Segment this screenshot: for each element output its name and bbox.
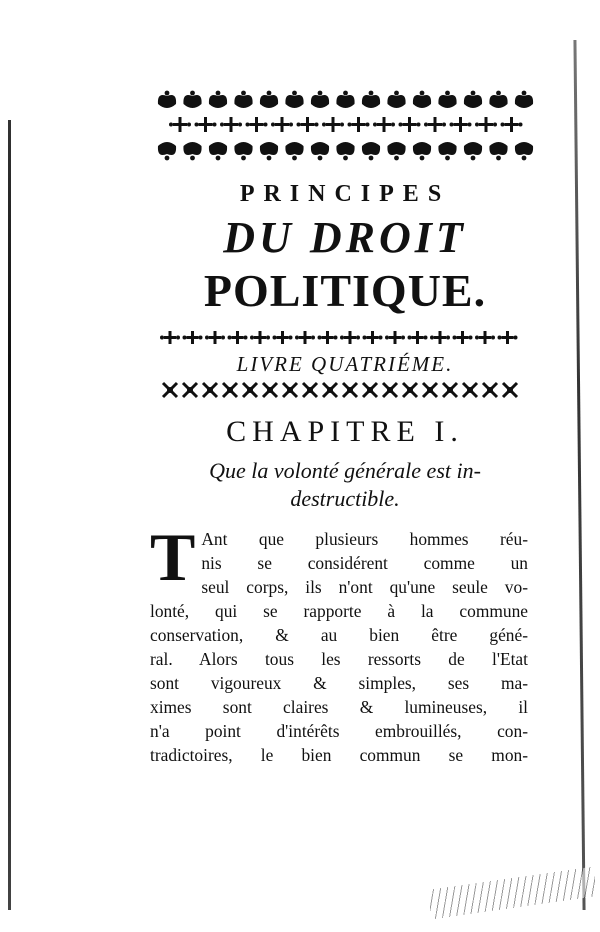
body-line: Ant que plusieurs hommes réu-: [201, 529, 528, 549]
body-line: lonté, qui se rapporte à la commune: [150, 601, 528, 621]
body-line: sont vigoureux & simples, ses ma-: [150, 673, 528, 693]
body-line: n'a point d'intérêts embrouillés, con-: [150, 721, 528, 741]
body-line: ral. Alors tous les ressorts de l'Etat: [150, 649, 528, 669]
body-line: tradictoires, le bien commun se mon-: [150, 745, 528, 765]
drop-cap: T: [150, 519, 196, 595]
scan-corner-noise: [430, 866, 595, 919]
title-du-droit: DU DROIT: [223, 213, 467, 262]
chapter-title: CHAPITRE I.: [226, 415, 464, 448]
book-heading: LIVRE QUATRIÉME.: [236, 352, 454, 376]
title-principes: PRINCIPES: [239, 181, 451, 207]
body-line: ximes sont claires & lumineuses, il: [150, 697, 528, 717]
body-line: seul corps, ils n'ont qu'une seule vo-: [201, 577, 528, 597]
chapter-body: [150, 519, 528, 767]
chapter-subtitle-line-2: destructible.: [290, 486, 400, 511]
book-page: [150, 90, 540, 767]
scan-left-edge: [8, 120, 11, 910]
body-line: nis se considérent comme un: [201, 553, 528, 573]
body-line: conservation, & au bien être géné-: [150, 625, 528, 645]
chapter-subtitle: [150, 457, 540, 513]
fleuron-divider-bottom: [155, 381, 535, 399]
fleuron-divider-top: [155, 328, 535, 348]
scan-right-edge: [573, 40, 585, 910]
chapter-subtitle-line-1: Que la volonté générale est in-: [209, 458, 481, 483]
title-politique: POLITIQUE.: [203, 265, 487, 316]
fleuron-header-ornament: [155, 90, 535, 162]
